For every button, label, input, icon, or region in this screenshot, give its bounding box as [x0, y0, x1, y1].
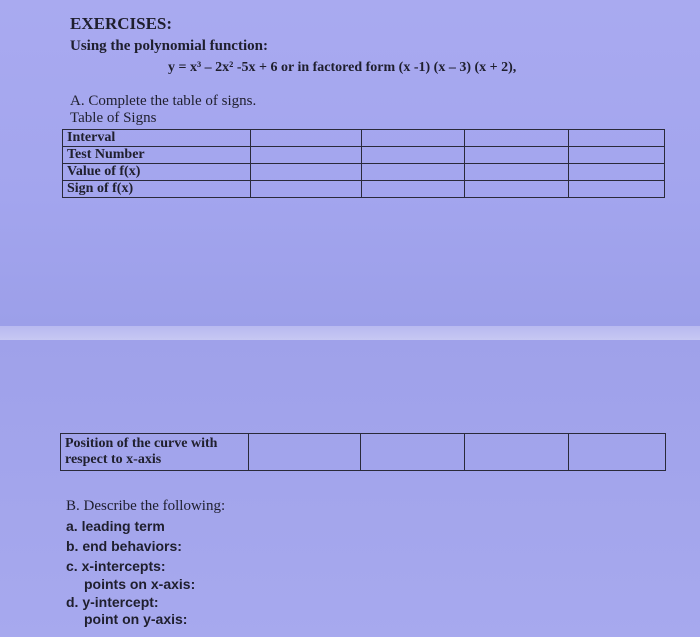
table-cell[interactable] — [250, 147, 361, 164]
table-cell[interactable] — [361, 147, 465, 164]
item-point-on-y-axis: point on y-axis: — [84, 611, 188, 627]
table-cell[interactable] — [465, 147, 569, 164]
page-fold — [0, 326, 700, 340]
table-cell[interactable] — [568, 130, 664, 147]
table-cell[interactable] — [250, 164, 361, 181]
table-row — [63, 147, 665, 164]
table-row — [61, 434, 666, 471]
row-label-test-number: Test Number — [63, 147, 251, 164]
table-row — [63, 181, 665, 198]
table-cell[interactable] — [568, 147, 664, 164]
exercises-title: EXERCISES: — [70, 14, 173, 33]
table-cell[interactable] — [249, 434, 361, 471]
table-cell[interactable] — [465, 130, 569, 147]
table-cell[interactable] — [361, 434, 465, 471]
item-leading-term: a. leading term — [66, 518, 165, 534]
item-end-behaviors: b. end behaviors: — [66, 538, 182, 554]
row-label-curve-position — [61, 434, 249, 471]
table-row — [63, 164, 665, 181]
table-cell[interactable] — [569, 434, 666, 471]
row-label-value-of-fx: Value of f(x) — [63, 164, 251, 181]
table-cell[interactable] — [568, 164, 664, 181]
table-cell[interactable] — [250, 181, 361, 198]
table-cell[interactable] — [465, 434, 569, 471]
item-y-intercept: d. y-intercept: — [66, 594, 159, 610]
item-points-on-x-axis: points on x-axis: — [84, 576, 196, 592]
table-cell[interactable] — [465, 181, 569, 198]
table-of-signs-caption: Table of Signs — [70, 110, 157, 126]
curve-position-label-line1: Position of the curve with — [65, 436, 218, 451]
table-cell[interactable] — [250, 130, 361, 147]
row-label-interval: Interval — [63, 130, 251, 147]
curve-position-label-line2: respect to x-axis — [65, 452, 162, 467]
table-cell[interactable] — [361, 181, 465, 198]
polynomial-function: y = x³ – 2x² -5x + 6 or in factored form (x -1) (x – 3) (x + 2), — [168, 60, 517, 75]
table-cell[interactable] — [465, 164, 569, 181]
table-cell[interactable] — [361, 164, 465, 181]
table-of-signs — [62, 129, 665, 198]
worksheet-lower-page — [0, 340, 700, 637]
table-row — [63, 130, 665, 147]
polynomial-subtitle: Using the polynomial function: — [70, 38, 268, 54]
table-cell[interactable] — [361, 130, 465, 147]
table-cell[interactable] — [568, 181, 664, 198]
item-x-intercepts: c. x-intercepts: — [66, 558, 166, 574]
curve-position-table — [60, 433, 666, 471]
part-b-heading: B. Describe the following: — [66, 498, 226, 514]
row-label-sign-of-fx: Sign of f(x) — [63, 181, 251, 198]
part-a-instruction: A. Complete the table of signs. — [70, 93, 257, 109]
